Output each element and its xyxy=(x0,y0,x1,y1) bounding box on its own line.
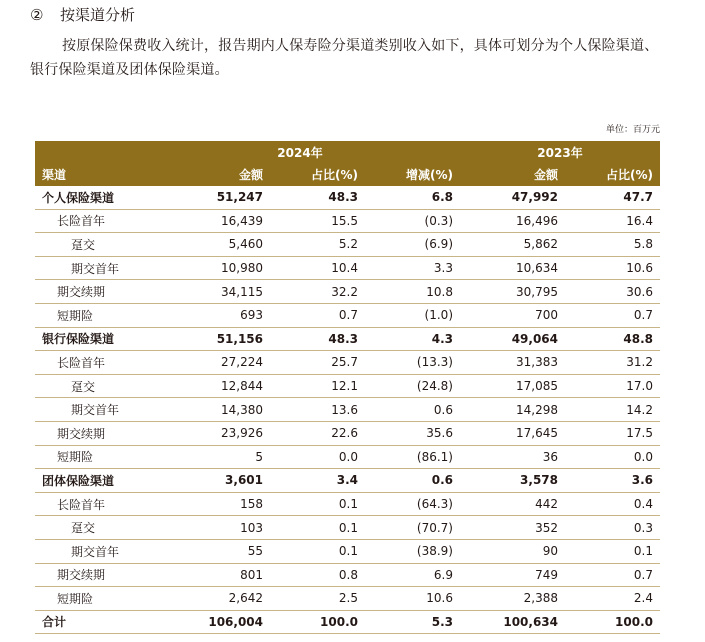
share-2024-cell: 48.3 xyxy=(270,327,365,351)
amount-2023-cell: 3,578 xyxy=(460,469,565,493)
share-2023-cell: 48.8 xyxy=(565,327,660,351)
change-cell: (13.3) xyxy=(365,351,460,375)
amount-2024-cell: 5,460 xyxy=(140,233,270,257)
channel-label-cell: 趸交 xyxy=(35,233,140,257)
channel-label-cell: 短期险 xyxy=(35,303,140,327)
table-row xyxy=(35,280,660,304)
change-cell: (86.1) xyxy=(365,445,460,469)
channel-label-cell: 期交首年 xyxy=(35,398,140,422)
channel-revenue-table xyxy=(35,141,660,634)
change-cell: 4.3 xyxy=(365,327,460,351)
amount-2024-cell: 106,004 xyxy=(140,610,270,634)
change-cell: 10.8 xyxy=(365,280,460,304)
share-2024-cell: 0.7 xyxy=(270,303,365,327)
amount-2023-cell: 16,496 xyxy=(460,209,565,233)
amount-2024-cell: 158 xyxy=(140,492,270,516)
change-cell: (6.9) xyxy=(365,233,460,257)
amount-2023-cell: 700 xyxy=(460,303,565,327)
table-row xyxy=(35,351,660,375)
col-header-change: 增减(%) xyxy=(365,163,460,186)
share-2023-cell: 0.7 xyxy=(565,303,660,327)
amount-2024-cell: 51,156 xyxy=(140,327,270,351)
channel-label-cell: 期交续期 xyxy=(35,280,140,304)
amount-2024-cell: 16,439 xyxy=(140,209,270,233)
amount-2023-cell: 17,645 xyxy=(460,421,565,445)
amount-2023-cell: 2,388 xyxy=(460,587,565,611)
channel-label-cell: 个人保险渠道 xyxy=(35,186,140,209)
col-header-share-2023: 占比(%) xyxy=(565,163,660,186)
amount-2023-cell: 5,862 xyxy=(460,233,565,257)
change-cell: 35.6 xyxy=(365,421,460,445)
amount-2023-cell: 49,064 xyxy=(460,327,565,351)
section-number: ② xyxy=(30,6,44,24)
change-cell: (1.0) xyxy=(365,303,460,327)
amount-2024-cell: 12,844 xyxy=(140,374,270,398)
channel-label-cell: 长险首年 xyxy=(35,351,140,375)
table-row xyxy=(35,587,660,611)
amount-2024-cell: 3,601 xyxy=(140,469,270,493)
share-2023-cell: 31.2 xyxy=(565,351,660,375)
share-2024-cell: 0.0 xyxy=(270,445,365,469)
share-2024-cell: 12.1 xyxy=(270,374,365,398)
amount-2024-cell: 10,980 xyxy=(140,256,270,280)
share-2023-cell: 16.4 xyxy=(565,209,660,233)
amount-2023-cell: 36 xyxy=(460,445,565,469)
amount-2023-cell: 100,634 xyxy=(460,610,565,634)
share-2023-cell: 5.8 xyxy=(565,233,660,257)
header-blank xyxy=(35,141,140,163)
channel-label-cell: 银行保险渠道 xyxy=(35,327,140,351)
change-cell: 6.9 xyxy=(365,563,460,587)
share-2023-cell: 0.1 xyxy=(565,539,660,563)
change-cell: 0.6 xyxy=(365,469,460,493)
share-2023-cell: 17.5 xyxy=(565,421,660,445)
amount-2023-cell: 749 xyxy=(460,563,565,587)
section-title: 按渠道分析 xyxy=(60,6,136,24)
table-row xyxy=(35,563,660,587)
amount-2023-cell: 47,992 xyxy=(460,186,565,209)
table-row xyxy=(35,610,660,634)
channel-label-cell: 期交首年 xyxy=(35,256,140,280)
header-year-2024: 2024年 xyxy=(140,141,460,163)
change-cell: (64.3) xyxy=(365,492,460,516)
share-2024-cell: 15.5 xyxy=(270,209,365,233)
share-2023-cell: 3.6 xyxy=(565,469,660,493)
table-row xyxy=(35,421,660,445)
table-row xyxy=(35,539,660,563)
amount-2024-cell: 2,642 xyxy=(140,587,270,611)
channel-label-cell: 团体保险渠道 xyxy=(35,469,140,493)
share-2023-cell: 17.0 xyxy=(565,374,660,398)
change-cell: 3.3 xyxy=(365,256,460,280)
amount-2023-cell: 352 xyxy=(460,516,565,540)
amount-2023-cell: 90 xyxy=(460,539,565,563)
table-row xyxy=(35,303,660,327)
channel-label-cell: 期交续期 xyxy=(35,563,140,587)
share-2023-cell: 10.6 xyxy=(565,256,660,280)
share-2024-cell: 13.6 xyxy=(270,398,365,422)
share-2024-cell: 0.8 xyxy=(270,563,365,587)
change-cell: (38.9) xyxy=(365,539,460,563)
share-2024-cell: 2.5 xyxy=(270,587,365,611)
table-row xyxy=(35,186,660,209)
col-header-channel: 渠道 xyxy=(35,163,140,186)
col-header-amount-2024: 金额 xyxy=(140,163,270,186)
amount-2024-cell: 14,380 xyxy=(140,398,270,422)
share-2024-cell: 48.3 xyxy=(270,186,365,209)
table-row xyxy=(35,209,660,233)
amount-2023-cell: 10,634 xyxy=(460,256,565,280)
intro-paragraph: 按原保险保费收入统计，报告期内人保寿险分渠道类别收入如下，具体可划分为个人保险渠道、银行保险渠道及团体保险渠道。 xyxy=(30,38,659,78)
amount-2024-cell: 34,115 xyxy=(140,280,270,304)
amount-2023-cell: 442 xyxy=(460,492,565,516)
amount-2023-cell: 14,298 xyxy=(460,398,565,422)
change-cell: 10.6 xyxy=(365,587,460,611)
share-2023-cell: 30.6 xyxy=(565,280,660,304)
change-cell: (24.8) xyxy=(365,374,460,398)
col-header-share-2024: 占比(%) xyxy=(270,163,365,186)
share-2024-cell: 25.7 xyxy=(270,351,365,375)
change-cell: (0.3) xyxy=(365,209,460,233)
table-body xyxy=(35,186,660,634)
share-2023-cell: 0.3 xyxy=(565,516,660,540)
share-2024-cell: 0.1 xyxy=(270,539,365,563)
share-2024-cell: 100.0 xyxy=(270,610,365,634)
channel-label-cell: 期交首年 xyxy=(35,539,140,563)
share-2024-cell: 3.4 xyxy=(270,469,365,493)
share-2024-cell: 5.2 xyxy=(270,233,365,257)
amount-2024-cell: 5 xyxy=(140,445,270,469)
channel-label-cell: 趸交 xyxy=(35,516,140,540)
change-cell: 6.8 xyxy=(365,186,460,209)
share-2024-cell: 32.2 xyxy=(270,280,365,304)
channel-label-cell: 期交续期 xyxy=(35,421,140,445)
amount-2023-cell: 17,085 xyxy=(460,374,565,398)
amount-2023-cell: 31,383 xyxy=(460,351,565,375)
change-cell: 5.3 xyxy=(365,610,460,634)
change-cell: 0.6 xyxy=(365,398,460,422)
channel-label-cell: 短期险 xyxy=(35,587,140,611)
header-year-2023: 2023年 xyxy=(460,141,660,163)
share-2024-cell: 0.1 xyxy=(270,492,365,516)
year-header-row xyxy=(35,141,660,163)
table-row xyxy=(35,492,660,516)
col-header-amount-2023: 金额 xyxy=(460,163,565,186)
amount-2024-cell: 55 xyxy=(140,539,270,563)
amount-2023-cell: 30,795 xyxy=(460,280,565,304)
channel-label-cell: 趸交 xyxy=(35,374,140,398)
share-2023-cell: 100.0 xyxy=(565,610,660,634)
share-2023-cell: 0.7 xyxy=(565,563,660,587)
channel-label-cell: 长险首年 xyxy=(35,209,140,233)
amount-2024-cell: 801 xyxy=(140,563,270,587)
channel-label-cell: 长险首年 xyxy=(35,492,140,516)
table-row xyxy=(35,327,660,351)
table-row xyxy=(35,469,660,493)
amount-2024-cell: 27,224 xyxy=(140,351,270,375)
share-2023-cell: 14.2 xyxy=(565,398,660,422)
share-2023-cell: 2.4 xyxy=(565,587,660,611)
column-header-row xyxy=(35,163,660,186)
channel-label-cell: 短期险 xyxy=(35,445,140,469)
table-row xyxy=(35,516,660,540)
section-heading xyxy=(30,2,135,28)
share-2024-cell: 10.4 xyxy=(270,256,365,280)
amount-2024-cell: 23,926 xyxy=(140,421,270,445)
table-row xyxy=(35,445,660,469)
channel-label-cell: 合计 xyxy=(35,610,140,634)
share-2024-cell: 0.1 xyxy=(270,516,365,540)
unit-label: 单位：百万元 xyxy=(605,125,660,135)
share-2024-cell: 22.6 xyxy=(270,421,365,445)
share-2023-cell: 0.4 xyxy=(565,492,660,516)
amount-2024-cell: 693 xyxy=(140,303,270,327)
amount-2024-cell: 51,247 xyxy=(140,186,270,209)
amount-2024-cell: 103 xyxy=(140,516,270,540)
table-row xyxy=(35,256,660,280)
table-row xyxy=(35,233,660,257)
table-row xyxy=(35,398,660,422)
table-row xyxy=(35,374,660,398)
share-2023-cell: 47.7 xyxy=(565,186,660,209)
change-cell: (70.7) xyxy=(365,516,460,540)
share-2023-cell: 0.0 xyxy=(565,445,660,469)
